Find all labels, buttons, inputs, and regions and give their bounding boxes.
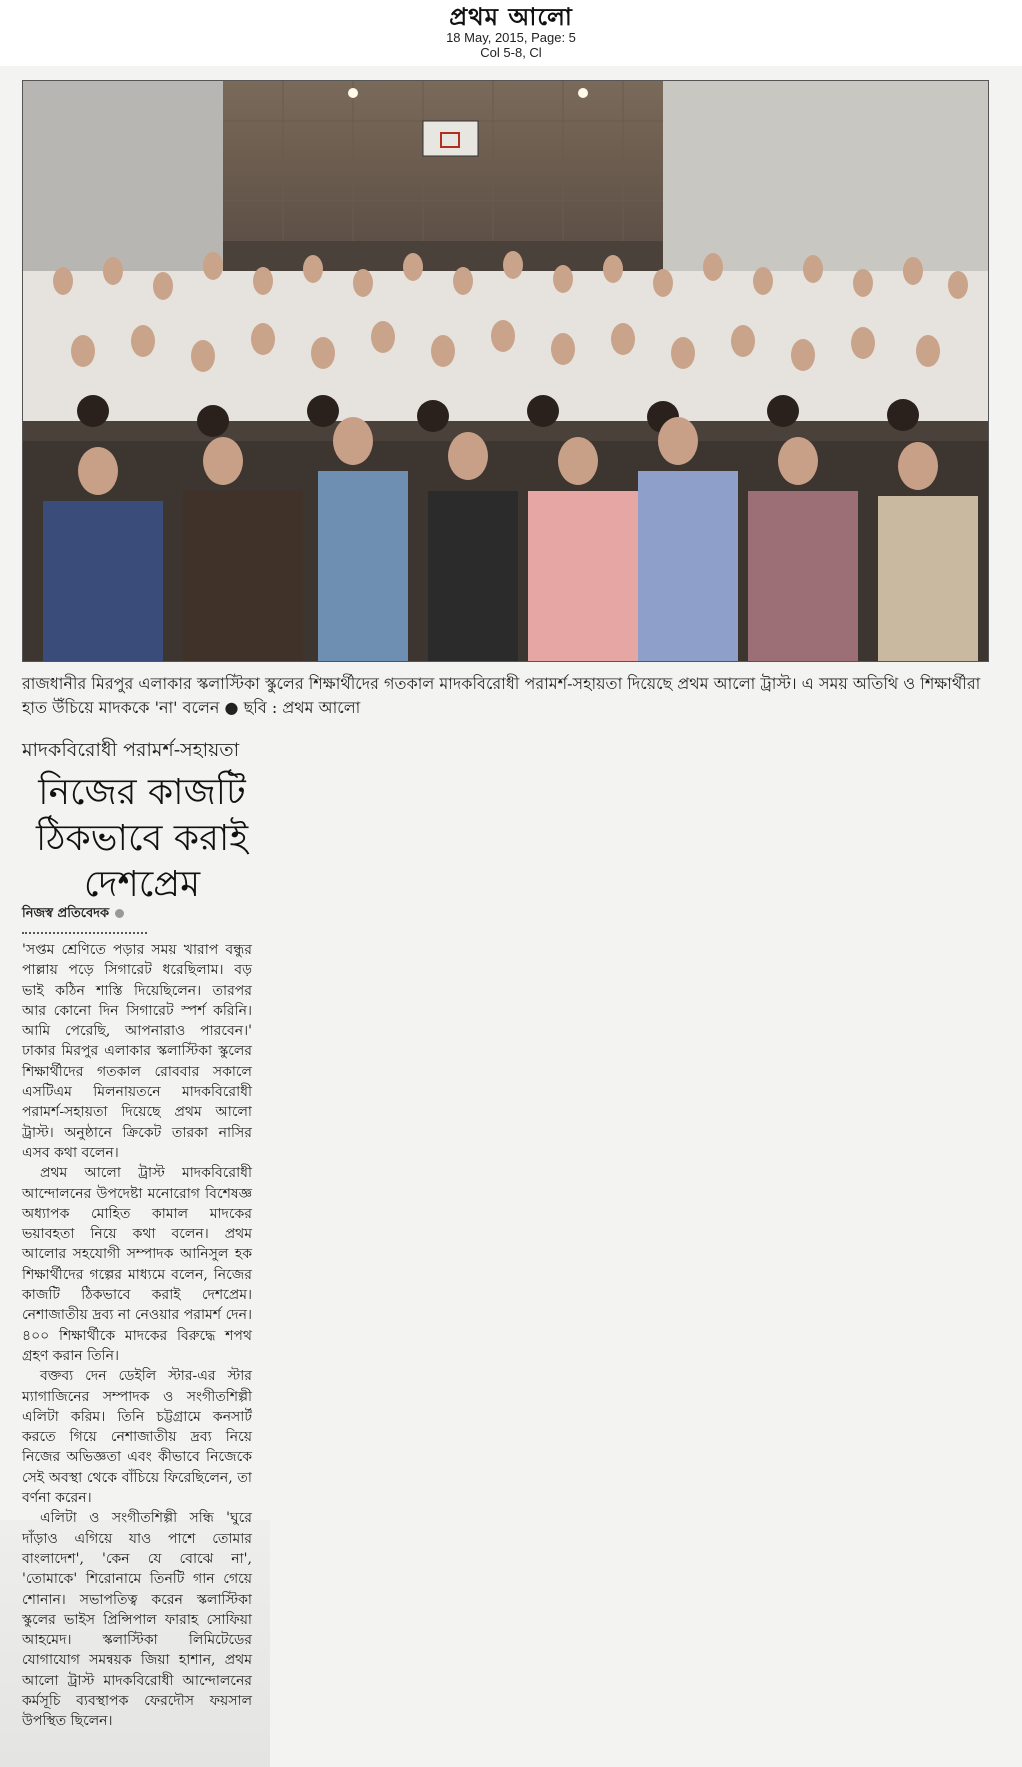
article-paragraph: বক্তব্য দেন ডেইলি স্টার-এর স্টার ম্যাগাজিনের সম্পাদক ও সংগীতশিল্পী এলিটা করিম। তিনি চট্টগ্রামে কনসার্ট করতে গিয়ে নেশাজাতীয় দ্রব্য নিয়ে নিজের অভিজ্ঞতা এবং কীভাবে নিজেকে সেই অবস্থা থেকে বাঁচিয়ে ফিরেছিলেন, তা বর্ণনা করেন। xyxy=(22,1368,252,1507)
article-paragraph: এলিটা ও সংগীতশিল্পী সন্ধি 'ঘুরে দাঁড়াও এগিয়ে যাও পাশে তোমার বাংলাদেশ', 'কেন যে বোঝে না', 'তোমাকে' শিরোনামে তিনটি গান গেয়ে শোনান। সভাপতিত্ব করেন স্কলাস্টিকা স্কুলের ভাইস প্রিন্সিপাল ফারাহ সোফিয়া আহমেদ। স্কলাস্টিকা লিমিটেডের যোগাযোগ সমন্বয়ক জিয়া হাশান, প্রথম আলো ট্রাস্ট মাদকবিরোধী আন্দোলনের কর্মসূচি ব্যবস্থাপক ফেরদৌস ফয়সাল উপস্থিত ছিলেন। xyxy=(22,1510,252,1730)
date-page: 18 May, 2015, Page: 5 xyxy=(446,30,576,45)
photo-caption: রাজধানীর মিরপুর এলাকার স্কলাস্টিকা স্কুলের শিক্ষার্থীদের গতকাল মাদকবিরোধী পরামর্শ-সহায়তা দিয়েছে প্রথম আলো ট্রাস্ট। এ সময় অতিথি ও শিক্ষার্থীরা হাত উঁচিয়ে মাদককে 'না' বলেন ● ছবি : প্রথম আলো xyxy=(22,674,981,717)
newspaper-logo: প্রথম আলো xyxy=(449,3,573,31)
article-kicker: মাদকবিরোধী পরামর্শ-সহায়তা xyxy=(22,739,240,761)
article-headline: নিজের কাজটি ঠিকভাবে করাই দেশপ্রেম xyxy=(35,772,249,905)
article-body xyxy=(22,940,252,1732)
crowd-photo-illustration xyxy=(23,81,988,661)
byline-dot-icon xyxy=(115,909,124,918)
byline-text: নিজস্ব প্রতিবেদক xyxy=(22,906,110,921)
article-byline xyxy=(22,904,262,925)
column-info: Col 5-8, Cl xyxy=(480,45,542,60)
article-paragraph: 'সপ্তম শ্রেণিতে পড়ার সময় খারাপ বন্ধুর পাল্লায় পড়ে সিগারেট ধরেছিলাম। বড় ভাই কঠিন শাস্তি দিয়েছিলেন। তারপর আর কোনো দিন সিগারেট স্পর্শ করিনি। আমি পেরেছি, আপনারাও পারবেন।' ঢাকার মিরপুর এলাকার স্কলাস্টিকা স্কুলের শিক্ষার্থীদের গতকাল রোববার সকালে এসটিএম মিলনায়তনে মাদকবিরোধী পরামর্শ-সহায়তা দিয়েছে প্রথম আলো ট্রাস্ট। অনুষ্ঠানে ক্রিকেট তারকা নাসির এসব কথা বলেন। xyxy=(22,942,252,1161)
news-photo xyxy=(22,80,989,662)
masthead xyxy=(0,4,1022,60)
byline-divider xyxy=(22,932,147,934)
article-paragraph: প্রথম আলো ট্রাস্ট মাদকবিরোধী আন্দোলনের উপদেষ্টা মনোরোগ বিশেষজ্ঞ অধ্যাপক মোহিত কামাল মাদকের ভয়াবহতা নিয়ে কথা বলেন। প্রথম আলোর সহযোগী সম্পাদক আনিসুল হক শিক্ষার্থীদের গল্পের মাধ্যমে বলেন, নিজের কাজটি ঠিকভাবে করাই দেশপ্রেম। নেশাজাতীয় দ্রব্য না নেওয়ার পরামর্শ দেন। ৪০০ শিক্ষার্থীকে মাদকের বিরুদ্ধে শপথ গ্রহণ করান তিনি। xyxy=(22,1165,252,1364)
